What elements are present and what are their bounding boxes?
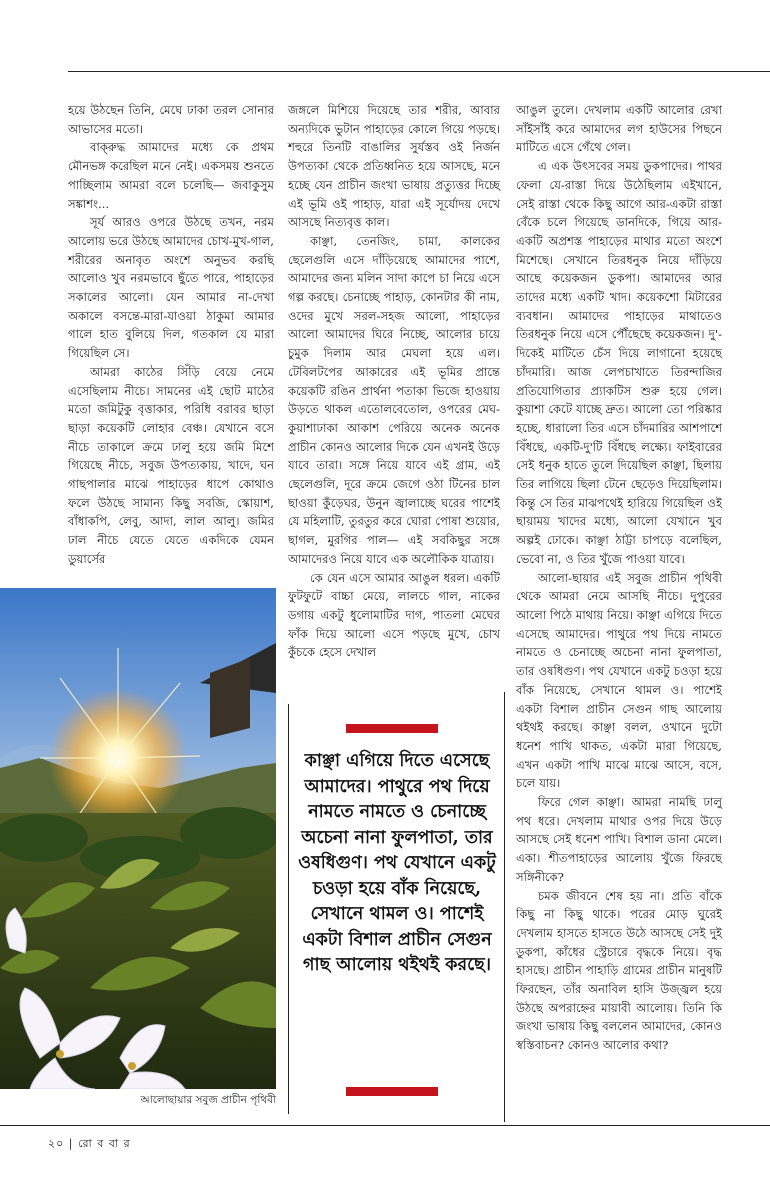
photo-caption: আলোছায়ার সবুজ প্রাচীন পৃথিবী (140, 1094, 276, 1106)
bottom-rule (0, 1125, 770, 1126)
column-divider (504, 692, 505, 1122)
article-column-3 (516, 101, 722, 1055)
paragraph: আলো-ছায়ার এই সবুজ প্রাচীন পৃথিবী থেকে আমরা নেমে আসছি নীচে। দুপুরের আলো পিঠে মাথায় নিয়ে। কাঞ্ছা এগিয়ে দিতে এসেছে আমাদের। পাথুরে পথ দিয়ে নামতে নামতে ও চেনাচ্ছে অচেনা নানা ফুলপাতা, তার ওষধিগুণ। পথ যেখানে একটু চওড়া হয়ে বাঁক নিয়েছে, সেখানে থামল ও। পাশেই একটা বিশাল প্রাচীন সেগুন গাছ আলোয় থইথই করছে। কাঞ্ছা বলল, ওখানে দুটো ধনেশ পাখি থাকত, একটা মারা গিয়েছে, এখন একটা পাখি মাঝে মাঝে আসে, বসে, চলে যায়। (516, 570, 722, 791)
paragraph: সূর্য আরও ওপরে উঠছে তখন, নরম আলোয় ভরে উঠছে আমাদের চোখ-মুখ-গাল, শরীরের অনাবৃত অংশে অনুভব করছি আলোও খুব নরমভাবে ছুঁতে পারে, পাহাড়ের সকালের আলো। যেন আমার না-দেখা অকালে বসন্তে-মারা-যাওয়া ঠাকুমা আমার গালে হাত বুলিয়ে দিল, গতকাল যে মারা গিয়েছিল সে। (68, 215, 274, 361)
page-folio: ২০ | রো ব বা র (48, 1137, 131, 1150)
pull-quote-box (288, 704, 500, 1114)
paragraph: ফিরে গেল কাঞ্ছা। আমরা নামছি ঢালু পথ ধরে। দেখলাম মাথার ওপর দিয়ে উড়ে আসছে সেই ধনেশ পাখি। বিশাল ডানা মেলে। একা। শীতপাহাড়ের আলোয় খুঁজে ফিরছে সঙ্গিনীকে? (516, 795, 722, 884)
sunrise-photo (0, 588, 276, 1089)
article-column-1 (68, 101, 274, 569)
paragraph: চমক জীবনে শেষ হয় না। প্রতি বাঁকে কিছু না কিছু থাকে। পরের মোড় ঘুরেই দেখলাম হাসতে হাসতে উঠে আসছে সেই দুই ডুকপা, কাঁধের স্ট্রেচারে বৃদ্ধকে নিয়ে। বৃদ্ধ হাসছে। প্রাচীন পাহাড়ি গ্রামের প্রাচীন মানুষটি ফিরছেন, তাঁর অনাবিল হাসি উজ্জ্বল হয়ে উঠছে অপরাহ্নের মায়াবী আলোয়। তিনি কি জংখা ভাষায় কিছু বললেন আমাদের, কোনও স্বস্তিবাচন? কোনও আলোর কথা? (516, 888, 722, 1053)
paragraph: আঙুল তুলে। দেখলাম একটি আলোর রেখা সাঁইসাঁই করে আমাদের লগ হাউসের পিছনে মাটিতে এসে গেঁথে গেল। (516, 103, 722, 155)
pull-quote-edge (288, 704, 289, 1114)
paragraph: আমরা কাঠের সিঁড়ি বেয়ে নেমে এসেছিলাম নীচে। সামনের এই ছোট মাঠের মতো জমিটুকু বৃত্তাকার, পরিধি বরাবর ছাড়া ছাড়া কয়েকটি লোহার বেঞ্চ। যেখানে বসে নীচে তাকালে ক্রমে ঢালু হয়ে জমি মিশে গিয়েছে নীচে, সবুজ উপত্যকায়, খাদে, ঘন গাছপালার মাঝে পাহাড়ের ধাপে কোথাও ফলে উঠছে সামান্য কিছু সবজি, স্কোয়াশ, বাঁধাকপি, লেবু, আদা, লাল আলু। জমির ঢাল নীচে যেতে যেতে একদিকে যেমন ডুয়ার্সের (68, 364, 274, 566)
paragraph: জঙ্গলে মিশিয়ে দিয়েছে তার শরীর, আবার অন্যদিকে ভুটান পাহাড়ের কোলে গিয়ে পড়ছে। শহুরে তিনটি বাঙালির সুর্যস্তব ওই নির্জন উপত্যকা থেকে প্রতিধ্বনিত হয়ে আসছে, মনে হচ্ছে যেন প্রাচীন জংখা ভাষায় প্রত্যুত্তর দিচ্ছে এই ভূমি ওই পাহাড়, যারা এই সূর্যোদয় দেখে আসছে নিত্যবৃত্ত কাল। (288, 103, 500, 230)
paragraph: কাঞ্ছা, তেনজিং, চামা, কালকের ছেলেগুলি এসে দাঁড়িয়েছে আমাদের পাশে, আমাদের জন্য মলিন সাদা কাপে চা নিয়ে এসে গল্প করছে। চেনাচ্ছে পাহাড়, কোনটার কী নাম, ওদের মুখে সরল-সহজ আলো, পাহাড়ের আলো আমাদের ঘিরে নিচ্ছে, আলোর চায়ে চুমুক দিলাম আর মেঘলা হয়ে এল। টেবিলটপের আকারের এই ভূমির প্রান্তে কয়েকটি রঙিন প্রার্থনা পতাকা ভিজে হাওয়ায় উড়তে থাকল এতোলবেতোল, ওপরের মেঘ-কুয়াশাঢাকা আকাশ পেরিয়ে অনেক অনেক প্রাচীন কোনও আলোর দিকে যেন এখনই উড়ে যাবে তারা। সঙ্গে নিয়ে যাবে এই গ্রাম, এই ছেলেগুলি, দূরে ক্রমে জেগে ওঠা টিনের চাল ছাওয়া কুঁড়েঘর, উনুন জ্বালাচ্ছে ঘরের পাশেই যে মহিলাটি, তুরতুর করে ঘোরা পোষা শুয়োর, ছাগল, মুরগির পাল— এই সবকিছুর সঙ্গে আমাদেরও নিয়ে যাবে এক অলৌকিক যাত্রায়। (288, 233, 500, 566)
paragraph: বাক্‌রুদ্ধ আমাদের মধ্যে কে প্রথম মৌনভঙ্গ করেছিল মনে নেই। একসময় শুনতে পাচ্ছিলাম আমরা বলে চলেছি— জবাকুসুম সঙ্কাশং... (68, 140, 274, 211)
pull-quote-bottom-bar (346, 1087, 438, 1096)
paragraph: এ এক উৎসবের সময় ডুকপাদের। পাথর ফেলা যে-রাস্তা দিয়ে উঠেছিলাম এইখানে, সেই রাস্তা থেকে কিছু আগে আর-একটা রাস্তা বেঁকে চলে গিয়েছে ডানদিকে, গিয়ে আর-একটি অপ্রশস্ত পাহাড়ের মাথার মতো অংশে মিশেছে। সেখানে তিরধনুক নিয়ে দাঁড়িয়ে আছে কয়েকজন ডুকপা। আমাদের আর তাদের মধ্যে একটি খাদ। কয়েকশো মিটারের ব্যবধান। আমাদের পাহাড়ের মাথাতেও তিরধনুক নিয়ে এসে পৌঁছেছে কয়েকজন। দু'-দিকেই মাটিতে চেঁস দিয়ে লাগানো হয়েছে চাঁদমারি। আজ লেপচাখাতে তিরন্দাজির প্রতিযোগিতার প্র্যাকটিস শুরু হয়ে গেল। কুয়াশা কেটে যাচ্ছে দ্রুত। আলো তো পরিষ্কার হচ্ছে, ধারালো তির এসে চাঁদমারির আশপাশে বিঁধছে, একটি-দু'টি বিঁধছে লক্ষ্যে। ফাইবারের সেই ধনুক হাতে তুলে দিয়েছিল কাঞ্ছা, ছিলায় তির লাগিয়ে ছিলা টেনে ছেড়েও দিয়েছিলাম। কিন্তু সে তির মাঝপথেই হারিয়ে গিয়েছিল ওই ছায়াময় খাদের মধ্যে, আলো যেখানে খুব অল্পই ঢোকে। কাঞ্ছা ঠাট্টা চাপড়ে বলেছিল, ভেবো না, ও তির খুঁজে পাওয়া যাবে। (516, 159, 722, 566)
pull-quote-text: কাঞ্ছা এগিয়ে দিতে এসেছে আমাদের। পাথুরে পথ দিয়ে নামতে নামতে ও চেনাচ্ছে অচেনা নানা ফুলপাতা, তার ওষধিগুণ। পথ যেখানে একটু চওড়া হয়ে বাঁক নিয়েছে, সেখানে থামল ও। পাশেই একটা বিশাল প্রাচীন সেগুন গাছ আলোয় থইথই করছে। (298, 751, 496, 975)
paragraph: কে যেন এসে আমার আঙুল ধরল। একটি ফুটফুটে বাচ্চা মেয়ে, লালচে গাল, নাকের ডগায় একটু ধুলোমাটির দাগ, পাতলা মেঘের ফাঁক দিয়ে আলো এসে পড়ছে মুখে, চোখ কুঁচকে হেসে দেখাল (288, 570, 500, 660)
article-column-2 (288, 101, 500, 662)
paragraph: হয়ে উঠছেন তিনি, মেঘে ঢাকা তরল সোনার আভাসের মতো। (68, 103, 274, 136)
pull-quote-top-bar (346, 724, 438, 733)
top-rule (68, 71, 770, 72)
